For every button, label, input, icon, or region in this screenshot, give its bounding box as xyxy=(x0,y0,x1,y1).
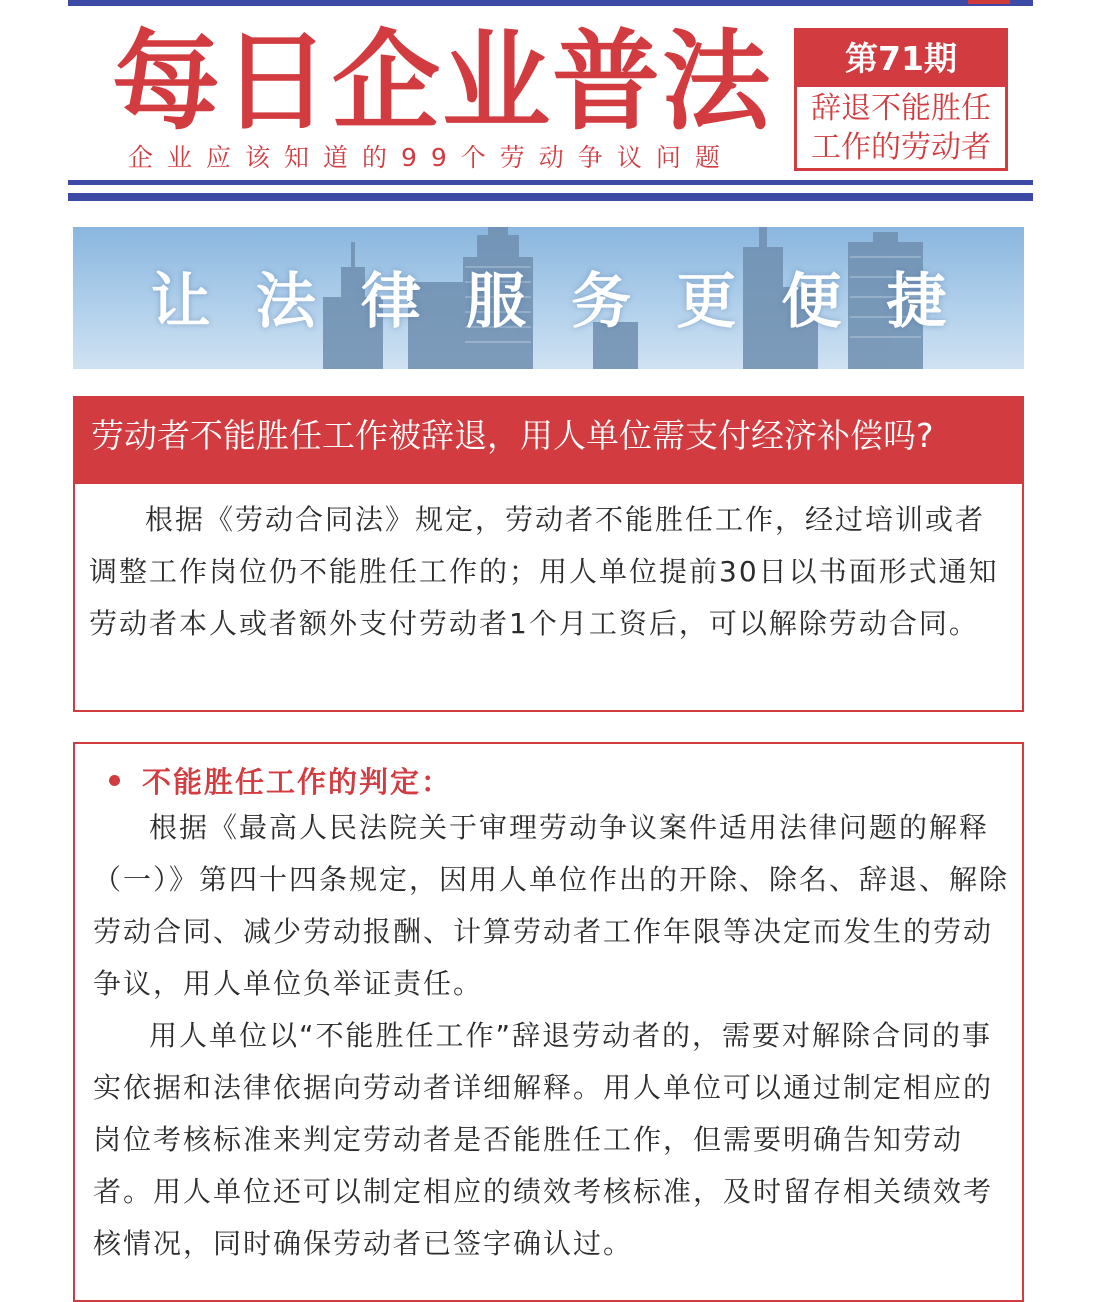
city-banner xyxy=(73,227,1024,369)
banner-char: 便 xyxy=(781,267,842,337)
section-paragraph: 根据《最高人民法院关于审理劳动争议案件适用法律问题的解释（一）》第四十四条规定，因用人单位作出的开除、除名、辞退、解除劳动合同、减少劳动报酬、计算劳动者工作年限等决定而发生的劳动争议，用人单位负举证责任。 xyxy=(93,811,1010,1000)
header-bottom-rule-thin xyxy=(68,180,1033,185)
banner-slogan xyxy=(73,267,1024,337)
answer-paragraph: 根据《劳动合同法》规定，劳动者不能胜任工作，经过培训或者调整工作岗位仍不能胜任工作的；用人单位提前30日以书面形式通知劳动者本人或者额外支付劳动者1个月工资后，可以解除劳动合同。 xyxy=(89,503,999,640)
section-heading xyxy=(109,758,452,802)
issue-topic xyxy=(797,89,1005,167)
issue-topic-line2: 工作的劳动者 xyxy=(811,130,991,165)
banner-char: 更 xyxy=(676,267,737,337)
issue-number: 第71期 xyxy=(797,31,1005,87)
section-paragraph: 用人单位以“不能胜任工作”辞退劳动者的，需要对解除合同的事实依据和法律依据向劳动者详细解释。用人单位可以通过制定相应的岗位考核标准来判定劳动者是否能胜任工作，但需要明确告知劳动者。用人单位还可以制定相应的绩效考核标准，及时留存相关绩效考核情况，同时确保劳动者已签字确认过。 xyxy=(93,1019,994,1260)
issue-box xyxy=(794,28,1008,171)
banner-char: 务 xyxy=(571,267,632,337)
question-header xyxy=(73,396,1024,484)
banner-char: 捷 xyxy=(886,267,947,337)
page-subtitle: 企业应该知道的99个劳动争议问题 xyxy=(128,143,734,172)
issue-topic-line1: 辞退不能胜任 xyxy=(811,91,991,126)
corner-mark xyxy=(968,0,1010,4)
header-bottom-rule-thick xyxy=(68,193,1033,201)
question-answer-box xyxy=(73,484,1024,712)
section-title: 不能胜任工作的判定： xyxy=(142,764,453,799)
section-body xyxy=(93,802,1011,1270)
banner-char: 法 xyxy=(255,267,316,337)
banner-char: 让 xyxy=(150,267,211,337)
question-title: 劳动者不能胜任工作被辞退，用人单位需支付经济补偿吗? xyxy=(91,416,934,455)
banner-char: 服 xyxy=(465,267,526,337)
header-top-rule xyxy=(68,0,1033,6)
page-title: 每日企业普法 xyxy=(112,20,773,145)
determination-section xyxy=(73,742,1024,1302)
banner-char: 律 xyxy=(360,267,421,337)
bullet-icon xyxy=(109,775,120,786)
